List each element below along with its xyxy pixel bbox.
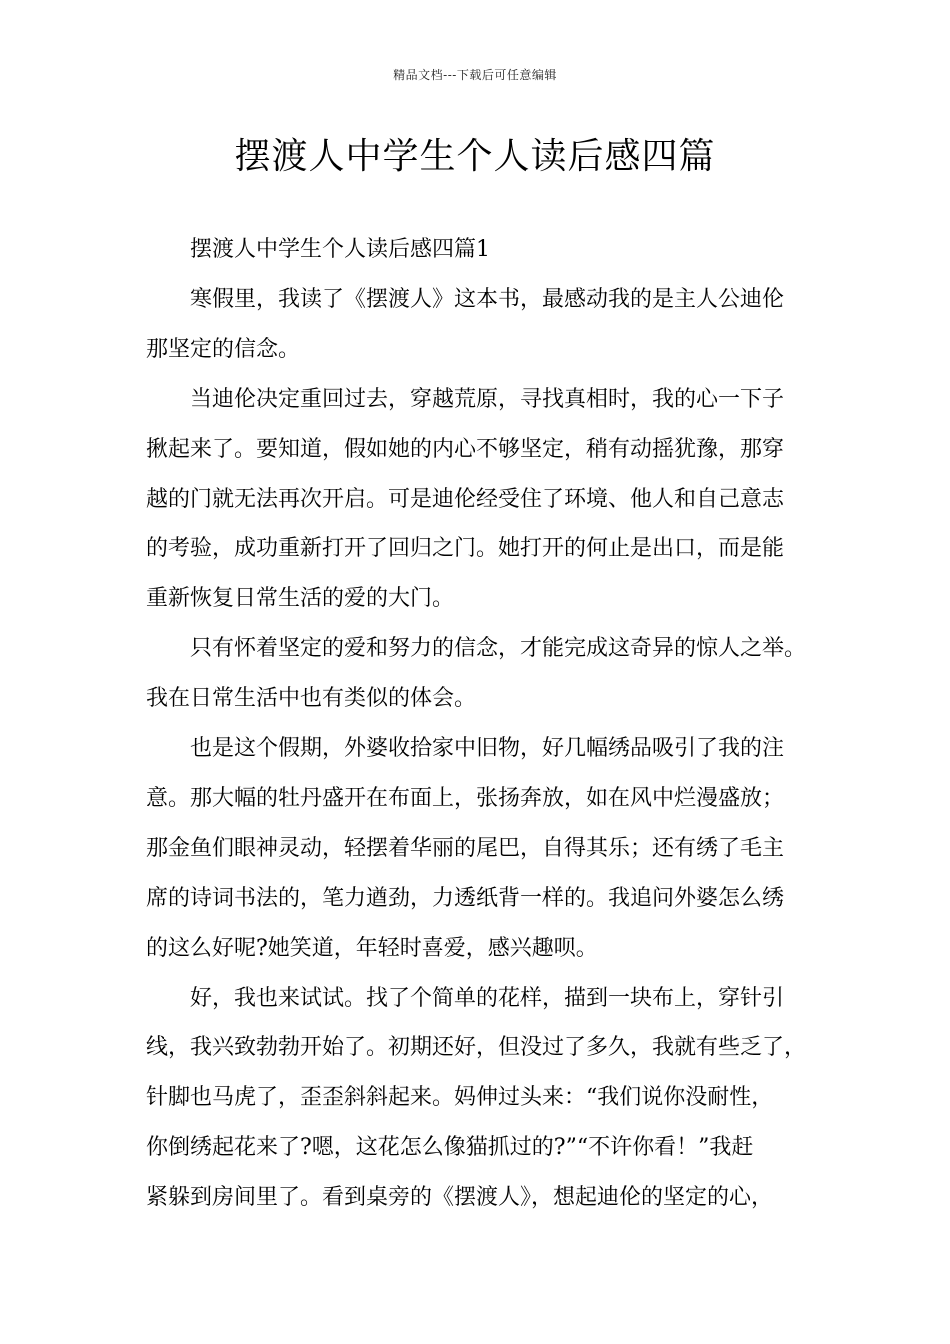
text-line: 越的门就无法再次开启。可是迪伦经受住了环境、他人和自己意志 [146, 487, 785, 512]
text-line: 你倒绣起花来了?嗯，这花怎么像猫抓过的?”“不许你看！”我赶 [146, 1135, 754, 1160]
text-line: 也是这个假期，外婆收拾家中旧物，好几幅绣品吸引了我的注 [190, 736, 785, 761]
text-line: 意。那大幅的牡丹盛开在布面上，张扬奔放，如在风中烂漫盛放； [146, 786, 785, 811]
header-note: 精品文档---下载后可任意编辑 [393, 68, 557, 82]
text-line: 针脚也马虎了，歪歪斜斜起来。妈伸过头来：“我们说你没耐性， [146, 1085, 774, 1110]
text-line: 寒假里，我读了《摆渡人》这本书，最感动我的是主人公迪伦 [190, 287, 785, 312]
text-line: 线，我兴致勃勃开始了。初期还好，但没过了多久，我就有些乏了， [146, 1035, 807, 1060]
document-title: 摆渡人中学生个人读后感四篇 [234, 136, 716, 177]
text-line: 席的诗词书法的，笔力遒劲，力透纸背一样的。我追问外婆怎么绣 [146, 886, 785, 911]
text-line: 的这么好呢?她笑道，年轻时喜爱，感兴趣呗。 [146, 936, 598, 961]
text-line: 那坚定的信念。 [146, 337, 301, 362]
text-line: 摆渡人中学生个人读后感四篇1 [190, 237, 490, 262]
text-line: 揪起来了。要知道，假如她的内心不够坚定，稍有动摇犹豫，那穿 [146, 437, 785, 462]
text-line: 重新恢复日常生活的爱的大门。 [146, 586, 455, 611]
text-line: 只有怀着坚定的爱和努力的信念，才能完成这奇异的惊人之举。 [190, 636, 807, 661]
text-line: 当迪伦决定重回过去，穿越荒原，寻找真相时，我的心一下子 [190, 387, 785, 412]
text-line: 紧躲到房间里了。看到桌旁的《摆渡人》，想起迪伦的坚定的心， [146, 1185, 774, 1210]
text-line: 我在日常生活中也有类似的体会。 [146, 686, 477, 711]
text-line: 那金鱼们眼神灵动，轻摆着华丽的尾巴，自得其乐；还有绣了毛主 [146, 836, 785, 861]
text-line: 好，我也来试试。找了个简单的花样，描到一块布上，穿针引 [190, 986, 785, 1011]
text-line: 的考验，成功重新打开了回归之门。她打开的何止是出口，而是能 [146, 536, 785, 561]
